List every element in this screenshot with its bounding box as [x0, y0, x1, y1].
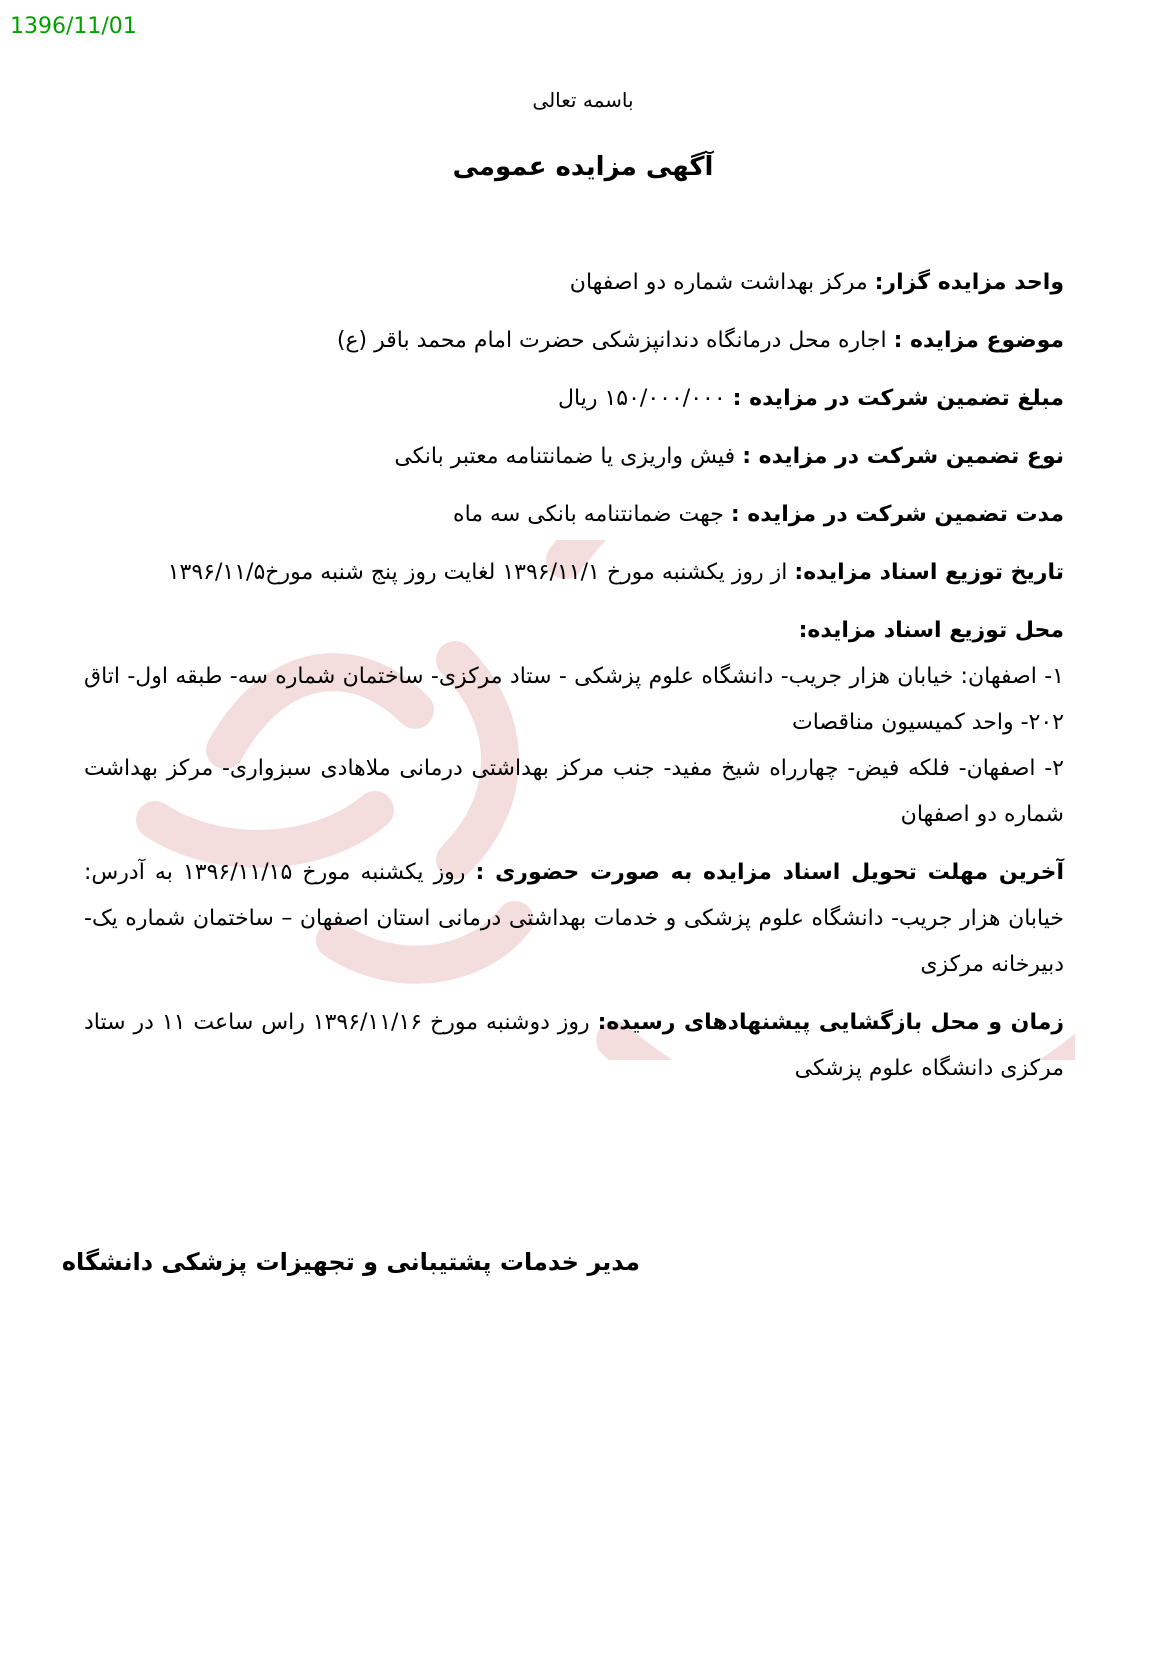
- field-organizer: [84, 260, 1064, 306]
- page-title: آگهی مزایده عمومی: [452, 152, 714, 182]
- field-value: اجاره محل درمانگاه دندانپزشکی حضرت امام محمد باقر (ع): [336, 328, 894, 353]
- signature-title: مدیر خدمات پشتیبانی و تجهیزات پزشکی دانشگاه: [61, 1248, 640, 1276]
- field-distribution-place: [84, 608, 1064, 838]
- bismillah: باسمه تعالی: [532, 88, 634, 112]
- field-guarantee-amount: [84, 376, 1064, 422]
- field-label: واحد مزایده گزار:: [874, 270, 1064, 295]
- field-label: تاریخ توزیع اسناد مزایده:: [794, 560, 1064, 585]
- announcement-body: [84, 260, 1064, 1104]
- field-value: جهت ضمانتنامه بانکی سه ماه: [453, 502, 731, 527]
- field-guarantee-duration: [84, 492, 1064, 538]
- field-value: فیش واریزی یا ضمانتنامه معتبر بانکی: [394, 444, 743, 469]
- field-value: روز یکشنبه مورخ ۱۳۹۶/۱۱/۱۵ به آدرس: خیابان هزار جریب- دانشگاه علوم پزشکی و خدمات بهداشتی درمانی استان اصفهان – ساختمان شماره یک- دبیرخانه مرکزی: [84, 860, 1064, 977]
- distribution-item-2: ۲- اصفهان- فلکه فیض- چهارراه شیخ مفید- جنب مرکز بهداشتی درمانی ملاهادی سبزواری- مرکز بهداشت شماره دو اصفهان: [84, 756, 1064, 827]
- field-label: محل توزیع اسناد مزایده:: [798, 618, 1064, 643]
- field-label: مدت تضمین شرکت در مزایده :: [730, 502, 1064, 527]
- field-subject: [84, 318, 1064, 364]
- field-label: آخرین مهلت تحویل اسناد مزایده به صورت حضوری :: [475, 860, 1064, 885]
- field-value: مرکز بهداشت شماره دو اصفهان: [569, 270, 875, 295]
- date-stamp: 1396/11/01: [10, 14, 137, 39]
- field-opening: [84, 1000, 1064, 1092]
- field-deadline: [84, 850, 1064, 988]
- field-value: ۱۵۰/۰۰۰/۰۰۰ ریال: [558, 386, 733, 411]
- field-label: مبلغ تضمین شرکت در مزایده :: [732, 386, 1064, 411]
- field-distribution-date: [84, 550, 1064, 596]
- field-label: زمان و محل بازگشایی پیشنهادهای رسیده:: [597, 1010, 1064, 1035]
- distribution-item-1: ۱- اصفهان: خیابان هزار جریب- دانشگاه علوم پزشکی - ستاد مرکزی- ساختمان شماره سه- طبقه اول- اتاق ۲۰۲- واحد کمیسیون مناقصات: [84, 664, 1064, 735]
- field-value: از روز یکشنبه مورخ ۱۳۹۶/۱۱/۱ لغایت روز پنج شنبه مورخ۱۳۹۶/۱۱/۵: [167, 560, 795, 585]
- field-label: موضوع مزایده :: [893, 328, 1064, 353]
- field-value: روز دوشنبه مورخ ۱۳۹۶/۱۱/۱۶ راس ساعت ۱۱ در ستاد مرکزی دانشگاه علوم پزشکی: [84, 1010, 1064, 1081]
- field-label: نوع تضمین شرکت در مزایده :: [742, 444, 1064, 469]
- field-guarantee-type: [84, 434, 1064, 480]
